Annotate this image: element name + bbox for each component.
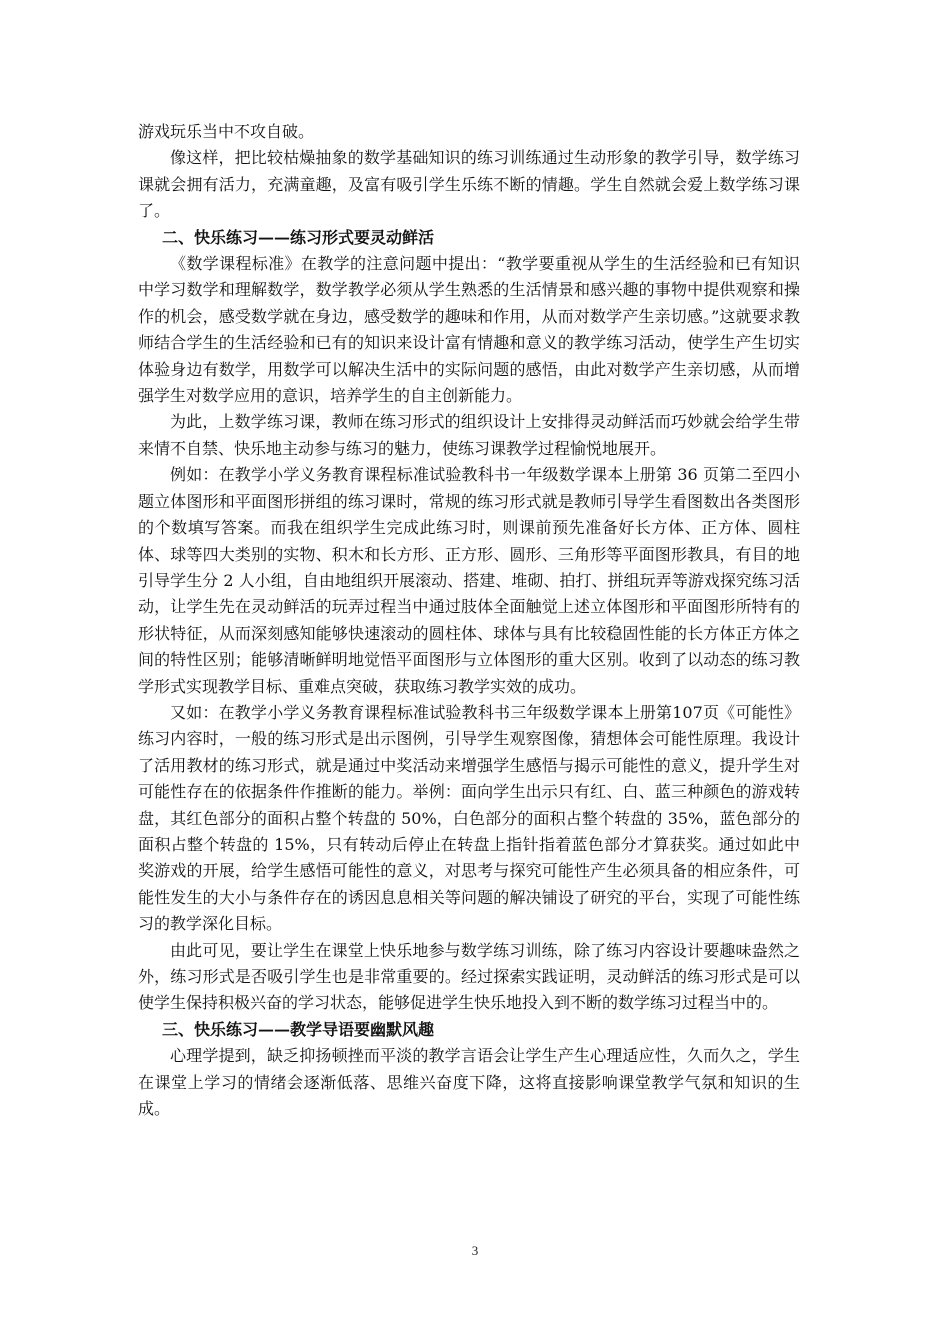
paragraph-3: 《数学课程标准》在教学的注意问题中提出：“教学要重视从学生的生活经验和已有知识中学习数学和理解数学，数学教学必须从学生熟悉的生活情景和感兴趣的事物中提供观察和操作的机会，感受数学就在身边，感受数学的趣味和作用，从而对数学产生亲切感。”这就要求教师结合学生的生活经验和已有的知识来设计富有情趣和意义的教学练习活动，使学生产生切实体验身边有数学，用数学可以解决生活中的实际问题的感悟，由此对数学产生亲切感，从而增强学生对数学应用的意识，培养学生的自主创新能力。 [138, 254, 800, 406]
paragraph-2: 像这样，把比较枯燥抽象的数学基础知识的练习训练通过生动形象的教学引导，数学练习课就会拥有活力，充满童趣，及富有吸引学生乐练不断的情趣。学生自然就会爱上数学练习课了。 [138, 148, 800, 221]
paragraph-8: 心理学提到，缺乏抑扬顿挫而平淡的教学言语会让学生产生心理适应性，久而久之，学生在课堂上学习的情绪会逐渐低落、思维兴奋度下降，这将直接影响课堂教学气氛和知识的生成。 [138, 1046, 800, 1119]
page-body [138, 119, 800, 1122]
paragraph-1: 游戏玩乐当中不攻自破。 [138, 122, 315, 141]
paragraph-6: 又如：在教学小学义务教育课程标准试验教科书三年级数学课本上册第107页《可能性》练习内容时，一般的练习形式是出示图例，引导学生观察图像，猜想体会可能性原理。我设计了活用教材的练习形式，就是通过中奖活动来增强学生感悟与揭示可能性的意义，提升学生对可能性存在的依据条件作推断的能力。举例：面向学生出示只有红、白、蓝三种颜色的游戏转盘，其红色部分的面积占整个转盘的 50%，白色部分的面积占整个转盘的 35%，蓝色部分的面积占整个转盘的 15%，只有转动后停止在转盘上指针指着蓝色部分才算获奖。通过如此中奖游戏的开展，给学生感悟可能性的意义，对思考与探究可能性产生必须具备的相应条件，可能性发生的大小与条件存在的诱因息息相关等问题的解决铺设了研究的平台，实现了可能性练习的教学深化目标。 [138, 702, 800, 934]
paragraph-7: 由此可见，要让学生在课堂上快乐地参与数学练习训练，除了练习内容设计要趣味盎然之外，练习形式是否吸引学生也是非常重要的。经过探索实践证明，灵动鲜活的练习形式是可以使学生保持积极兴奋的学习状态，能够促进学生快乐地投入到不断的数学练习过程当中的。 [138, 940, 800, 1013]
paragraph-5: 例如：在教学小学义务教育课程标准试验教科书一年级数学课本上册第 36 页第二至四小题立体图形和平面图形拼组的练习课时，常规的练习形式就是教师引导学生看图数出各类图形的个数填写答案。而我在组织学生完成此练习时，则课前预先准备好长方体、正方体、圆柱体、球等四大类别的实物、积木和长方形、正方形、圆形、三角形等平面图形教具，有目的地引导学生分 2 人小组，自由地组织开展滚动、搭建、堆砌、拍打、拼组玩弄等游戏探究练习活动，让学生先在灵动鲜活的玩弄过程当中通过肢体全面触觉上述立体图形和平面图形所特有的形状特征，从而深刻感知能够快速滚动的圆柱体、球体与具有比较稳固性能的长方体正方体之间的特性区别；能够清晰鲜明地觉悟平面图形与立体图形的重大区别。收到了以动态的练习教学形式实现教学目标、重难点突破，获取练习教学实效的成功。 [138, 465, 800, 696]
section-heading-3: 三、快乐练习——教学导语要幽默风趣 [162, 1019, 435, 1039]
page-number: 3 [471, 1243, 479, 1258]
paragraph-4: 为此，上数学练习课，教师在练习形式的组织设计上安排得灵动鲜活而巧妙就会给学生带来情不自禁、快乐地主动参与练习的魅力，使练习课教学过程愉悦地展开。 [138, 412, 800, 458]
section-heading-2: 二、快乐练习——练习形式要灵动鲜活 [162, 227, 435, 247]
